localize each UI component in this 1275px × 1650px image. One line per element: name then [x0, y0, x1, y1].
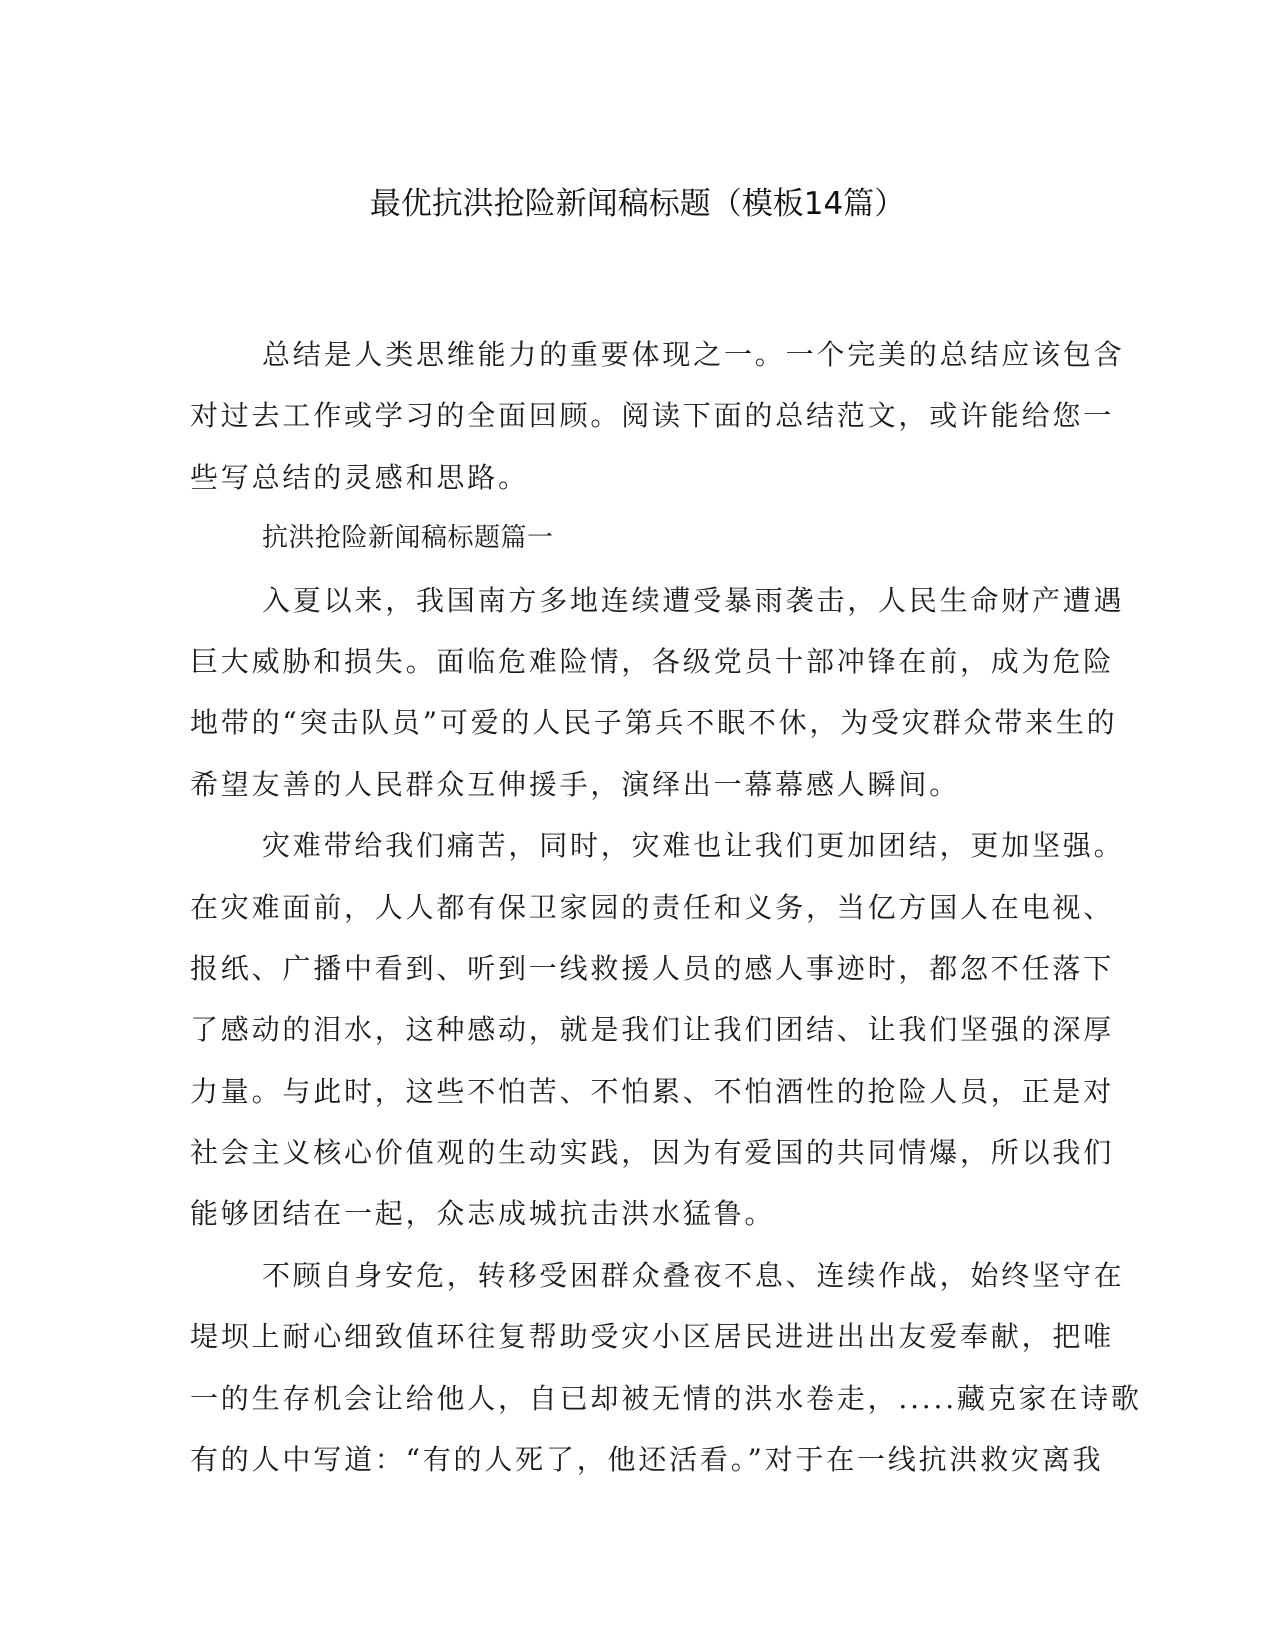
body-paragraph	[190, 1245, 1142, 1491]
text-line: 希望友善的人民群众互伸援手，演绎出一幕幕感人瞬间。	[190, 767, 961, 801]
text-line: 一的生存机会让给他人，自已却被无情的洪水卷走，.....藏克家在诗歌	[190, 1381, 1142, 1415]
text-line: 入夏以来，我国南方多地连续遭受暴雨袭击，人民生命财产遭遇	[262, 583, 1125, 617]
text-line: 不顾自身安危，转移受困群众叠夜不息、连续作战，始终坚守在	[262, 1258, 1125, 1292]
body-paragraph	[190, 570, 1125, 816]
document-body	[190, 324, 1142, 1490]
intro-paragraph	[190, 324, 1125, 508]
text-line: 在灾难面前，人人都有保卫家园的责任和义务，当亿方国人在电视、	[190, 890, 1115, 924]
text-line: 些写总结的灵感和思路。	[190, 460, 529, 494]
text-line: 巨大威胁和损失。面临危难险情，各级党员十部冲锋在前，成为危险	[190, 644, 1115, 678]
text-line: 社会主义核心价值观的生动实践，因为有爱国的共同情爆，所以我们	[190, 1136, 1115, 1170]
text-line: 总结是人类思维能力的重要体现之一。一个完美的总结应该包含	[262, 338, 1125, 371]
text-line: 报纸、广播中看到、听到一线救援人员的感人事迹时，都忽不任落下	[190, 951, 1115, 985]
text-line: 堤坝上耐心细致值环往复帮助受灾小区居民进进出出友爱奉献，把唯	[190, 1320, 1115, 1354]
text-line: 了感动的泪水，这种感动，就是我们让我们团结、让我们坚强的深厚	[190, 1013, 1115, 1047]
section-heading-text: 抗洪抢险新闻稿标题篇一	[262, 523, 554, 554]
body-paragraph	[190, 815, 1125, 1245]
document-title: 最优抗洪抢险新闻稿标题（模板14篇）	[369, 186, 906, 222]
text-line: 能够团结在一起，众志成城抗击洪水猛鲁。	[190, 1197, 776, 1231]
text-line: 对过去工作或学习的全面回顾。阅读下面的总结范文，或许能给您一	[190, 399, 1115, 433]
text-line: 力量。与此时，这些不怕苦、不怕累、不怕酒性的抢险人员，正是对	[190, 1074, 1115, 1108]
text-line: 灾难带给我们痛苦，同时，灾难也让我们更加团结，更加坚强。	[262, 829, 1125, 863]
section-heading	[190, 508, 1080, 569]
text-line: 地带的“突击队员”可爱的人民子第兵不眠不休，为受灾群众带来生的	[190, 706, 1118, 740]
text-line: 有的人中写道：“有的人死了，他还活看。”对于在一线抗洪救灾离我	[190, 1443, 1104, 1477]
